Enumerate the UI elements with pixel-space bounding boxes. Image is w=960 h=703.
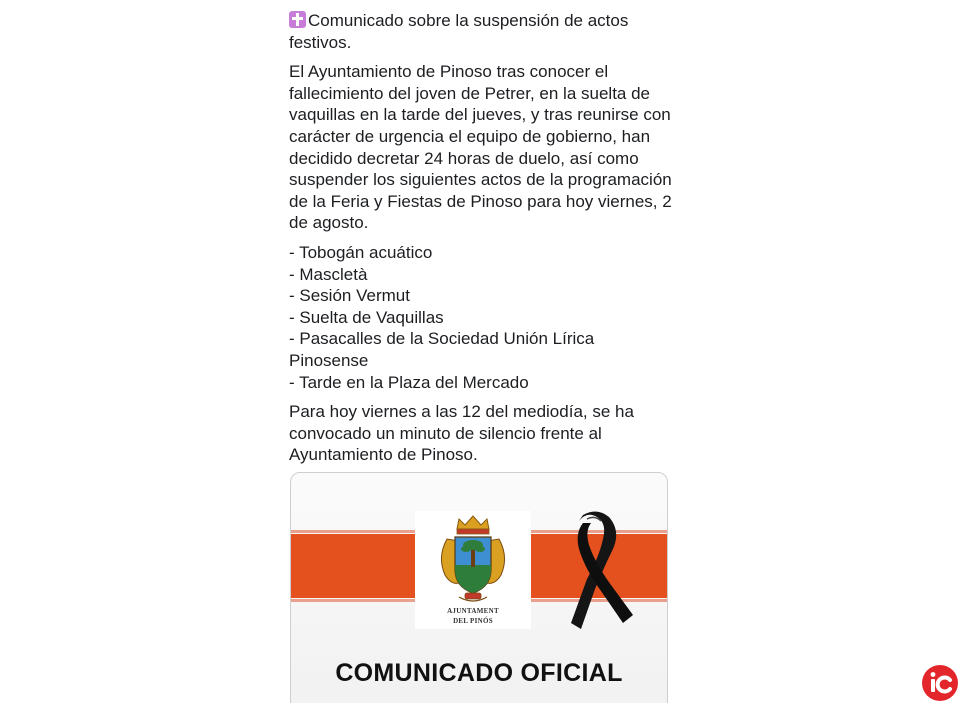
crest-caption-line-2: DEL PINÓS bbox=[453, 617, 493, 625]
coat-of-arms-icon bbox=[429, 513, 517, 607]
ic-logo-glyph bbox=[922, 665, 958, 701]
ic-logo-icon bbox=[922, 665, 958, 701]
list-item: - Tobogán acuático bbox=[289, 242, 433, 262]
suspended-events-list bbox=[289, 242, 674, 393]
post-paragraph-2: Para hoy viernes a las 12 del mediodía, se ha convocado un minuto de silencio frente al Ayuntamiento de Pinoso. bbox=[289, 402, 634, 465]
list-item: - Pasacalles de la Sociedad Unión Lírica Pinosense bbox=[289, 329, 595, 370]
official-notice-image[interactable] bbox=[290, 472, 668, 703]
notice-title: COMUNICADO OFICIAL bbox=[335, 659, 623, 687]
town-crest bbox=[415, 511, 531, 629]
post-paragraph-1: El Ayuntamiento de Pinoso tras conocer el fallecimiento del joven de Petrer, en la suelta de vaquillas en la tarde del jueves, y tras reunirse con carácter de urgencia el equipo de gobierno, han decidido decretar 24 horas de duelo, así como suspender los siguientes actos de la programación de la Feria y Fiestas de Pinoso para hoy viernes, 2 de agosto. bbox=[289, 62, 672, 233]
crest-caption-line-1: AJUNTAMENT bbox=[447, 607, 499, 615]
post-text bbox=[289, 10, 674, 474]
post-title bbox=[289, 10, 674, 53]
list-item: - Tarde en la Plaza del Mercado bbox=[289, 372, 529, 392]
latin-cross-emoji-icon bbox=[289, 11, 306, 28]
mourning-ribbon-icon bbox=[557, 509, 637, 631]
list-item: - Suelta de Vaquillas bbox=[289, 307, 444, 327]
list-item: - Sesión Vermut bbox=[289, 286, 410, 306]
list-item: - Mascletà bbox=[289, 264, 368, 284]
post-title-text: Comunicado sobre la suspensión de actos festivos. bbox=[289, 11, 629, 52]
